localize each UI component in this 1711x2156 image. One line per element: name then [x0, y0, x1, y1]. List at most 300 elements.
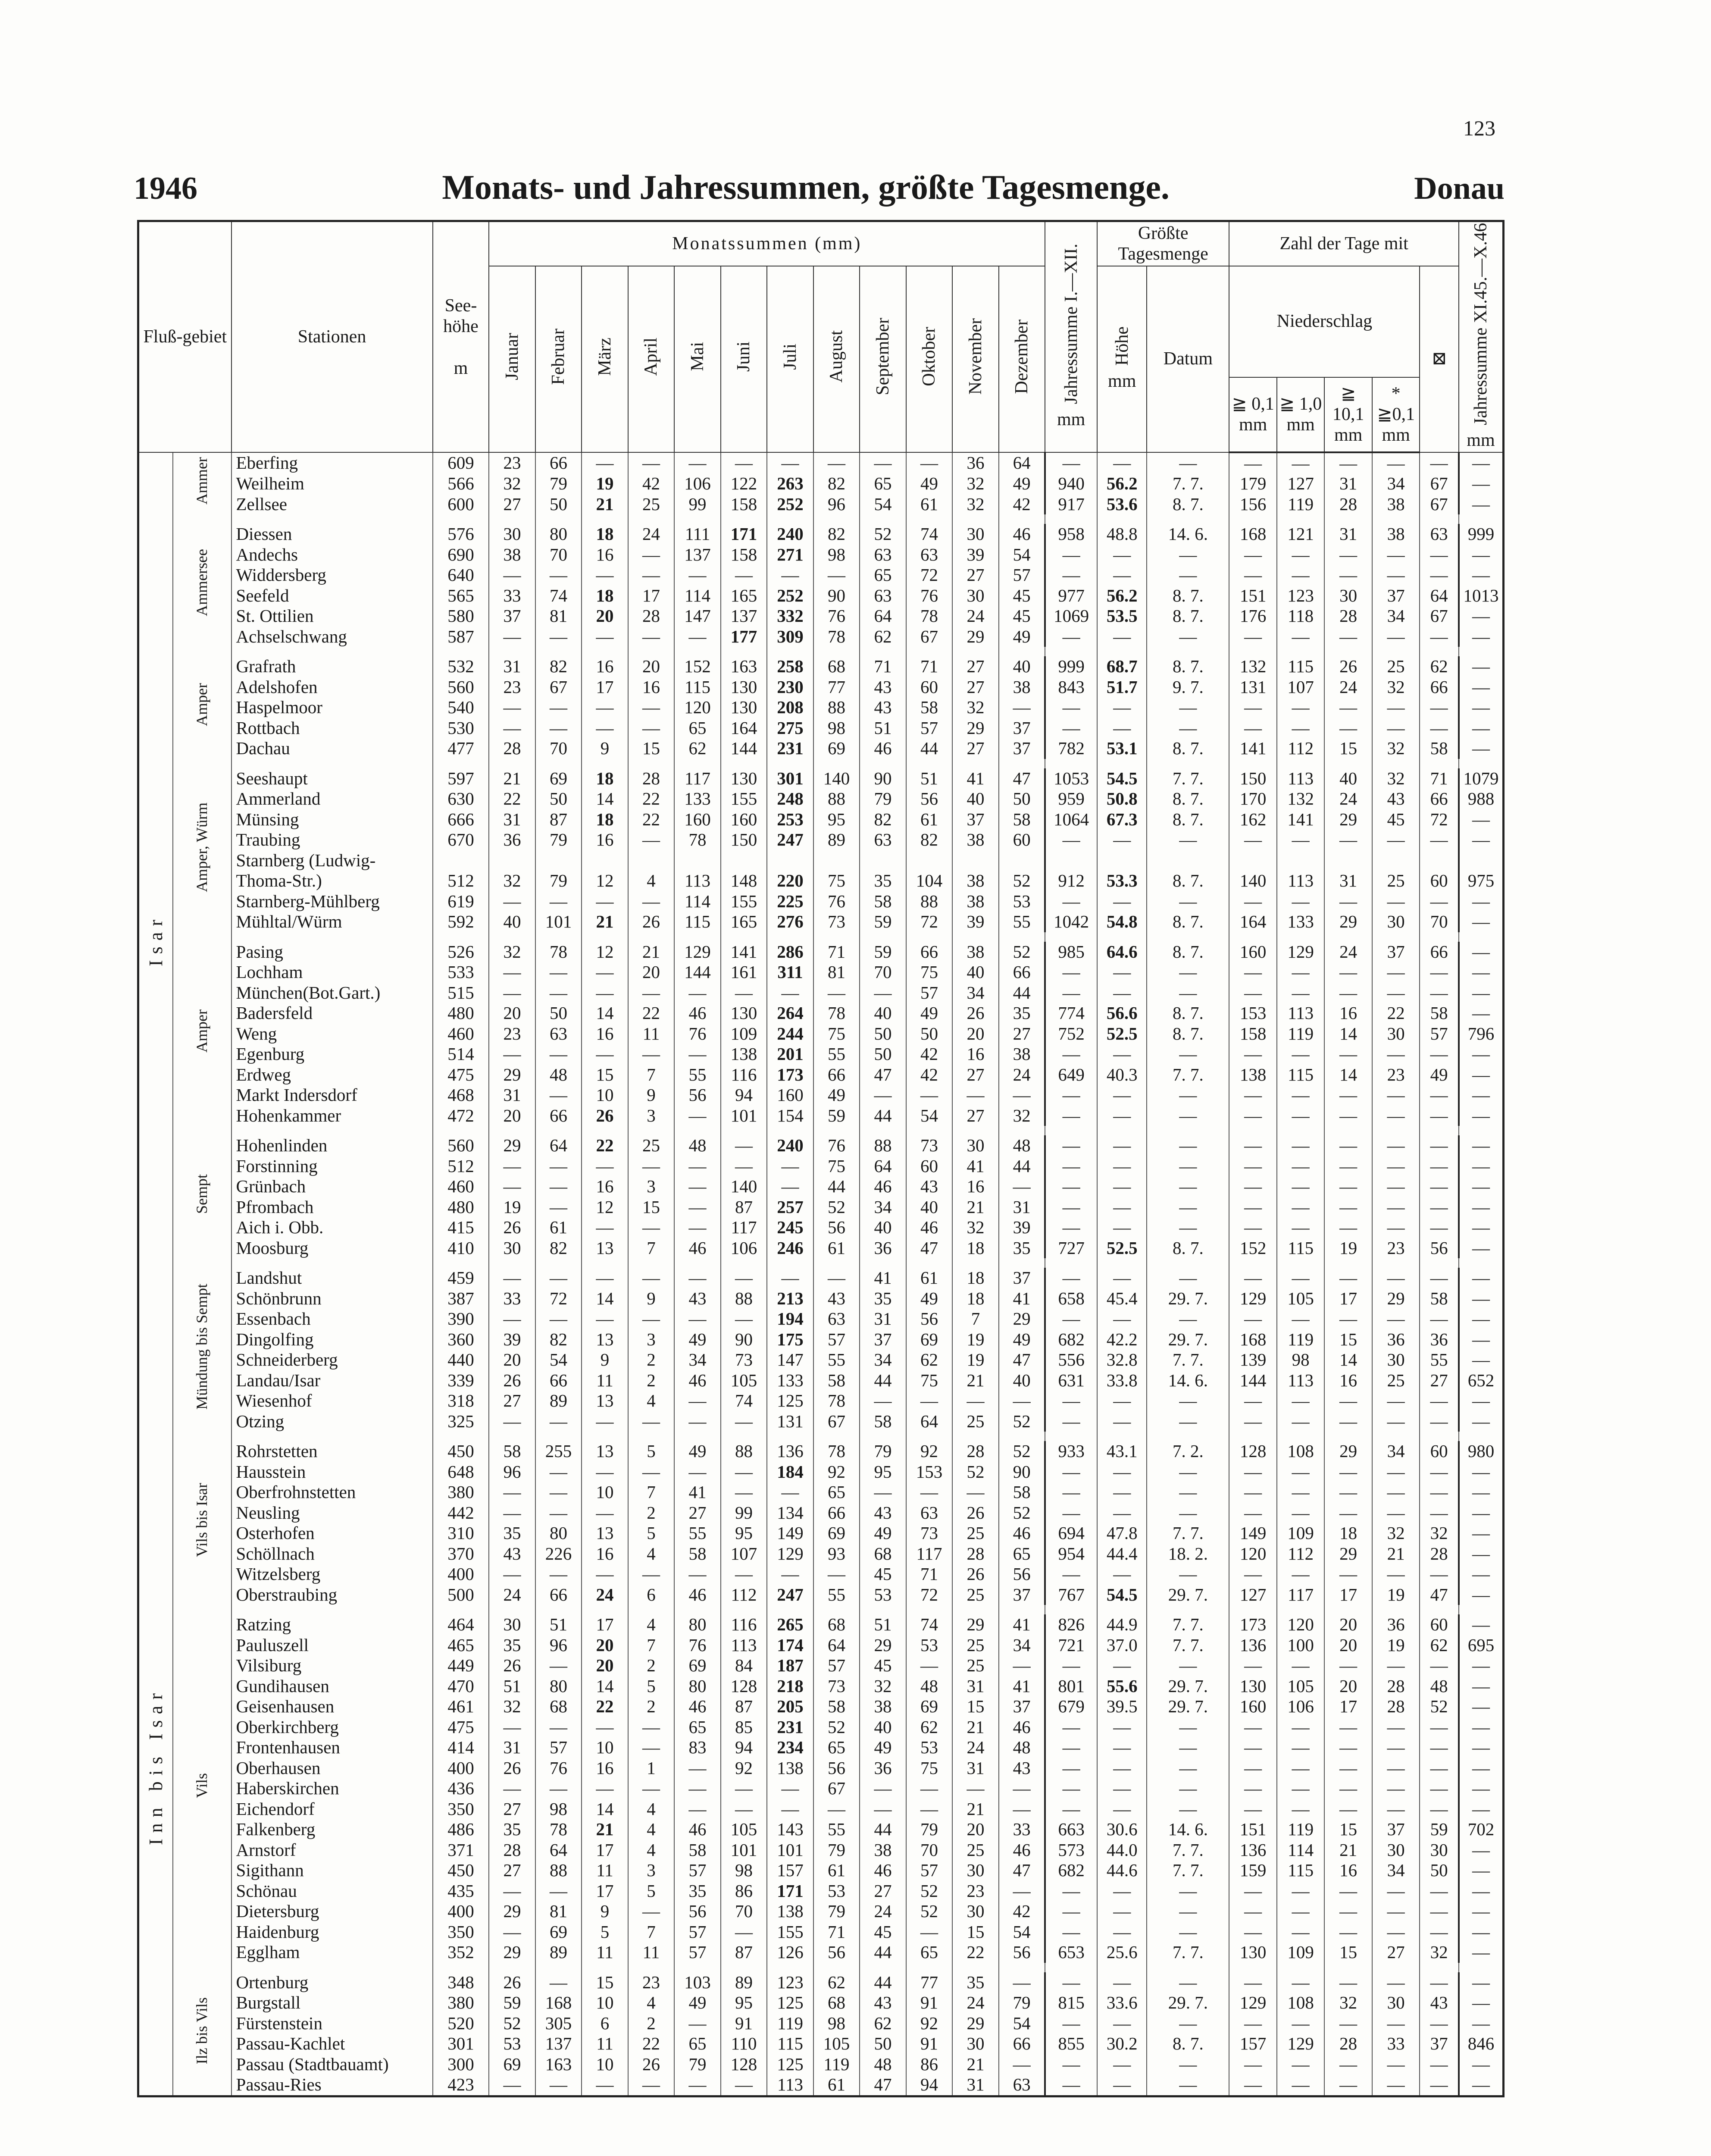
day-count: — [1420, 1564, 1458, 1585]
max-date: — [1147, 627, 1229, 647]
elevation-cell: 459 [433, 1268, 489, 1288]
gap-cell [721, 932, 767, 942]
day-count: — [1324, 1881, 1372, 1902]
month-value: 88 [813, 789, 860, 809]
gap-cell [721, 514, 767, 524]
annual-sum: 999 [1045, 656, 1097, 677]
day-count: 43 [1372, 789, 1420, 809]
month-value: 53 [813, 1881, 860, 1902]
hydro-year-sum: — [1459, 1503, 1504, 1523]
day-count: 30 [1420, 1840, 1458, 1861]
gap-cell [1277, 759, 1325, 768]
month-value: 27 [952, 738, 999, 759]
day-count: — [1277, 962, 1325, 983]
month-value: 13 [582, 1523, 628, 1544]
table-row [138, 789, 1504, 809]
station-name: Fürstenstein [231, 2013, 433, 2034]
month-value: 46 [674, 1003, 721, 1024]
month-value: 265 [767, 1614, 813, 1635]
station-name: Passau (Stadtbauamt) [231, 2054, 433, 2075]
day-count: — [1277, 1217, 1325, 1238]
month-value: 7 [628, 1065, 675, 1085]
annual-sum: 1042 [1045, 912, 1097, 932]
month-value: 49 [674, 1329, 721, 1350]
elevation-cell: 666 [433, 809, 489, 830]
max-date: 7. 7. [1147, 1635, 1229, 1656]
annual-sum: — [1045, 830, 1097, 850]
day-count: — [1420, 1135, 1458, 1156]
month-value: 11 [582, 1860, 628, 1881]
elevation-cell [433, 850, 489, 871]
day-count: 34 [1372, 473, 1420, 494]
month-value: — [906, 1085, 953, 1106]
gap-cell [1277, 1258, 1325, 1268]
group-gap [138, 759, 1504, 768]
month-value: 45 [999, 586, 1045, 606]
month-value: 24 [999, 1065, 1045, 1085]
month-value: 28 [952, 1544, 999, 1564]
hydro-year-sum: — [1459, 1238, 1504, 1259]
month-value: 64 [535, 1840, 582, 1861]
max-daily: — [1097, 962, 1147, 983]
day-count: 170 [1229, 789, 1277, 809]
month-value: 7 [628, 1922, 675, 1943]
month-value: 79 [860, 789, 906, 809]
month-value: 55 [999, 912, 1045, 932]
hydro-year-sum: — [1459, 606, 1504, 627]
month-value: 59 [489, 1993, 535, 2013]
month-value: 29 [489, 1135, 535, 1156]
station-name: Egglham [231, 1942, 433, 1963]
month-value: 4 [628, 1614, 675, 1635]
day-count: 164 [1229, 912, 1277, 932]
jahressumme2-unit: mm [1467, 430, 1495, 451]
gap-cell [813, 932, 860, 942]
day-count: — [1277, 545, 1325, 565]
month-value: — [767, 1482, 813, 1503]
month-value: — [674, 1799, 721, 1820]
gap-cell [535, 1963, 582, 1972]
month-value: 225 [767, 891, 813, 912]
month-value: 130 [721, 768, 767, 789]
month-value: 106 [721, 1238, 767, 1259]
month-value: 49 [999, 1329, 1045, 1350]
day-count: — [1420, 1106, 1458, 1126]
gap-cell [906, 1258, 953, 1268]
day-count: 36 [1372, 1614, 1420, 1635]
month-value: — [535, 1044, 582, 1065]
month-value: — [628, 1309, 675, 1329]
day-count: — [1372, 1778, 1420, 1799]
gap-cell [860, 759, 906, 768]
elevation-cell: 410 [433, 1238, 489, 1259]
month-4 [628, 266, 675, 452]
month-value: 52 [952, 1462, 999, 1482]
page-header [134, 168, 1505, 211]
month-value: — [674, 1462, 721, 1482]
elevation-cell: 440 [433, 1350, 489, 1370]
day-count: — [1372, 1156, 1420, 1177]
gap-cell [231, 647, 433, 656]
month-value: — [628, 1156, 675, 1177]
gap-cell [1372, 1126, 1420, 1135]
month-value: 25 [628, 494, 675, 515]
hydro-year-sum: — [1459, 1655, 1504, 1676]
elevation-cell: 530 [433, 718, 489, 739]
gap-cell [1229, 1258, 1277, 1268]
month-value: — [999, 1972, 1045, 1993]
month-value: 101 [767, 1840, 813, 1861]
month-value: — [674, 1309, 721, 1329]
station-name: Pfrombach [231, 1197, 433, 1218]
month-value: 12 [582, 942, 628, 962]
gap-cell [860, 1258, 906, 1268]
month-value: 26 [489, 1758, 535, 1779]
day-count: 18 [1324, 1523, 1372, 1544]
max-daily: — [1097, 1217, 1147, 1238]
max-daily: 43.1 [1097, 1441, 1147, 1462]
elevation-cell: 540 [433, 697, 489, 718]
month-value: — [999, 1391, 1045, 1411]
day-count: 16 [1324, 1370, 1372, 1391]
page-title: Monats- und Jahressummen, größte Tagesmenge. [442, 169, 1170, 207]
max-daily: — [1097, 1901, 1147, 1922]
table-row [138, 1737, 1504, 1758]
month-value: 7 [628, 1635, 675, 1656]
month-value: 82 [906, 830, 953, 850]
elevation-cell: 387 [433, 1288, 489, 1309]
col-niederschlag: Niederschlag [1229, 266, 1420, 377]
station-name: Weilheim [231, 473, 433, 494]
sub-basin-text: Mündung bis Sempt [193, 1284, 210, 1410]
month-value: 46 [860, 738, 906, 759]
day-count: — [1277, 983, 1325, 1003]
month-value: 35 [489, 1635, 535, 1656]
month-value: 119 [813, 2054, 860, 2075]
month-value: 45 [999, 606, 1045, 627]
day-count: — [1420, 627, 1458, 647]
month-value: — [674, 2075, 721, 2096]
month-value: 10 [582, 2054, 628, 2075]
month-value: — [535, 1411, 582, 1432]
max-date: 8. 7. [1147, 809, 1229, 830]
month-value: 148 [721, 871, 767, 891]
station-name: Mühltal/Würm [231, 912, 433, 932]
gap-cell [721, 1258, 767, 1268]
month-value: 106 [674, 473, 721, 494]
month-value: 14 [582, 1288, 628, 1309]
table-row [138, 565, 1504, 586]
elevation-cell: 461 [433, 1696, 489, 1717]
hydro-year-sum [1459, 850, 1504, 871]
table-row [138, 1156, 1504, 1177]
gap-cell [433, 514, 489, 524]
annual-sum: 649 [1045, 1065, 1097, 1085]
month-value: — [535, 1881, 582, 1902]
day-count: 112 [1277, 738, 1325, 759]
month-value: — [582, 1717, 628, 1738]
month-value: — [999, 1799, 1045, 1820]
month-value: 76 [674, 1635, 721, 1656]
threshold-label: ≧ 0,1 [1232, 394, 1274, 414]
gap-cell [231, 1126, 433, 1135]
gap-cell [906, 759, 953, 768]
month-value: 51 [906, 768, 953, 789]
hoehe-label: Höhe [1112, 326, 1132, 366]
gap-cell [767, 759, 813, 768]
month-value: 25 [952, 1411, 999, 1432]
day-count: 47 [1420, 1585, 1458, 1605]
day-count: — [1277, 1655, 1325, 1676]
gap-cell [1147, 1432, 1229, 1441]
day-count: 37 [1372, 586, 1420, 606]
gap-cell [860, 514, 906, 524]
month-11 [952, 266, 999, 452]
day-count: — [1229, 1737, 1277, 1758]
month-value: 41 [952, 1156, 999, 1177]
month-value: — [489, 1156, 535, 1177]
station-name: Osterhofen [231, 1523, 433, 1544]
group-gap [138, 932, 1504, 942]
max-date: 8. 7. [1147, 586, 1229, 606]
day-count: — [1229, 697, 1277, 718]
max-daily: 30.6 [1097, 1819, 1147, 1840]
annual-sum: — [1045, 1655, 1097, 1676]
month-value: 78 [813, 1003, 860, 1024]
month-value: 40 [860, 1717, 906, 1738]
month-value: 57 [813, 1655, 860, 1676]
month-value: 87 [535, 809, 582, 830]
month-value: — [628, 697, 675, 718]
hydro-year-sum: — [1459, 1329, 1504, 1350]
elevation-cell: 670 [433, 830, 489, 850]
month-value: 98 [813, 2013, 860, 2034]
annual-sum: 682 [1045, 1860, 1097, 1881]
month-value: — [628, 2075, 675, 2096]
month-value: 98 [813, 718, 860, 739]
month-value: 240 [767, 524, 813, 545]
day-count: — [1372, 1085, 1420, 1106]
day-count: — [1229, 1655, 1277, 1676]
month-value: 52 [999, 871, 1045, 891]
month-value: 6 [582, 2013, 628, 2034]
month-value: 26 [489, 1217, 535, 1238]
month-value: 89 [535, 1942, 582, 1963]
elevation-cell: 597 [433, 768, 489, 789]
month-value: — [674, 1176, 721, 1197]
month-value: 21 [952, 1197, 999, 1218]
month-value: 53 [860, 1585, 906, 1605]
elevation-cell: 512 [433, 1156, 489, 1177]
month-value: 125 [767, 1391, 813, 1411]
day-count: 43 [1420, 1993, 1458, 2013]
sub-basin-label [173, 524, 231, 647]
max-daily: 42.2 [1097, 1329, 1147, 1350]
day-count: 60 [1420, 1441, 1458, 1462]
max-daily: — [1097, 983, 1147, 1003]
station-name: Landau/Isar [231, 1370, 433, 1391]
month-value: 52 [860, 524, 906, 545]
gap-cell [1097, 1963, 1147, 1972]
day-count: — [1229, 1482, 1277, 1503]
river-label: Donau [1414, 171, 1505, 206]
month-value: 24 [952, 606, 999, 627]
day-count: — [1324, 1655, 1372, 1676]
sub-basin-label [173, 1135, 231, 1258]
day-count: 114 [1277, 1840, 1325, 1861]
month-value: 19 [952, 1350, 999, 1370]
month-value: 187 [767, 1655, 813, 1676]
month-value: — [628, 1778, 675, 1799]
day-count: — [1277, 2054, 1325, 2075]
station-name: Passau-Ries [231, 2075, 433, 2096]
elevation-cell: 648 [433, 1462, 489, 1482]
hydro-year-sum: — [1459, 1350, 1504, 1370]
gap-cell [1147, 1963, 1229, 1972]
gap-cell [674, 759, 721, 768]
month-value: 158 [721, 545, 767, 565]
month-value: 113 [721, 1635, 767, 1656]
max-daily: 52.5 [1097, 1238, 1147, 1259]
day-count: — [1229, 1197, 1277, 1218]
month-value: 16 [582, 1176, 628, 1197]
col-boxed: ⊠ [1420, 266, 1458, 452]
month-value: 36 [860, 1758, 906, 1779]
max-daily: — [1097, 2013, 1147, 2034]
month-value: 33 [489, 586, 535, 606]
month-value: 20 [489, 1350, 535, 1370]
annual-sum: 985 [1045, 942, 1097, 962]
month-value: 65 [906, 1942, 953, 1963]
gap-cell [1045, 759, 1097, 768]
month-value: — [674, 452, 721, 474]
month-value: — [582, 1156, 628, 1177]
day-count: — [1324, 627, 1372, 647]
elevation-cell: 520 [433, 2013, 489, 2034]
month-value: 56 [999, 1942, 1045, 1963]
annual-sum: — [1045, 1085, 1097, 1106]
day-count: 36 [1420, 1329, 1458, 1350]
gap-cell [1459, 514, 1504, 524]
gap-cell [535, 1605, 582, 1614]
month-value: 174 [767, 1635, 813, 1656]
max-daily: 53.5 [1097, 606, 1147, 627]
station-name: Haspelmoor [231, 697, 433, 718]
month-value: 19 [582, 473, 628, 494]
month-value: 34 [952, 983, 999, 1003]
day-count: — [1372, 2054, 1420, 2075]
month-value [860, 850, 906, 871]
day-count: — [1229, 1391, 1277, 1411]
month-value: 63 [906, 1503, 953, 1523]
station-name: Ortenburg [231, 1972, 433, 1993]
month-value: — [674, 1044, 721, 1065]
month-value: 78 [535, 1819, 582, 1840]
month-value: 263 [767, 473, 813, 494]
month-value: 38 [952, 871, 999, 891]
max-date: — [1147, 2075, 1229, 2096]
month-value: 257 [767, 1197, 813, 1218]
month-value: — [999, 2054, 1045, 2075]
month-value: 49 [906, 1288, 953, 1309]
month-value: 7 [628, 1238, 675, 1259]
month-value: 4 [628, 1840, 675, 1861]
max-daily: 54.5 [1097, 1585, 1147, 1605]
hydro-year-sum: 980 [1459, 1441, 1504, 1462]
day-count: — [1229, 1106, 1277, 1126]
gap-cell [1045, 1258, 1097, 1268]
month-value: 75 [906, 962, 953, 983]
month-value: — [535, 565, 582, 586]
max-daily: 45.4 [1097, 1288, 1147, 1309]
day-count: 40 [1324, 768, 1372, 789]
month-value: 75 [813, 871, 860, 891]
gap-cell [1372, 1963, 1420, 1972]
max-daily: 56.6 [1097, 1003, 1147, 1024]
month-value: 35 [999, 1238, 1045, 1259]
month-value: 74 [721, 1391, 767, 1411]
day-count: — [1420, 2054, 1458, 2075]
day-count: 14 [1324, 1065, 1372, 1085]
month-value: 64 [906, 1411, 953, 1432]
max-date: — [1147, 718, 1229, 739]
gap-cell [1420, 1605, 1458, 1614]
month-value: 62 [860, 627, 906, 647]
day-count: — [1420, 1799, 1458, 1820]
day-count: — [1324, 697, 1372, 718]
month-value: 311 [767, 962, 813, 983]
day-count: 28 [1420, 1544, 1458, 1564]
month-value: — [721, 1564, 767, 1585]
month-value: 5 [628, 1676, 675, 1697]
month-value: 286 [767, 942, 813, 962]
day-count: 29 [1324, 809, 1372, 830]
month-value: 16 [628, 677, 675, 698]
day-count: 136 [1229, 1840, 1277, 1861]
day-count: 70 [1420, 912, 1458, 932]
day-count: — [1372, 697, 1420, 718]
month-value: 57 [674, 1860, 721, 1881]
gap-cell [813, 1432, 860, 1441]
month-value: — [582, 697, 628, 718]
day-count: — [1229, 1717, 1277, 1738]
gap-cell [767, 1963, 813, 1972]
day-count: 168 [1229, 524, 1277, 545]
day-count: 20 [1324, 1635, 1372, 1656]
table-row [138, 452, 1504, 474]
month-value: 44 [860, 1942, 906, 1963]
gap-cell [433, 1258, 489, 1268]
max-date: 8. 7. [1147, 871, 1229, 891]
month-value: 26 [952, 1564, 999, 1585]
month-value: 72 [906, 1585, 953, 1605]
month-value: 65 [674, 718, 721, 739]
day-count: 57 [1420, 1024, 1458, 1044]
month-value: 69 [906, 1329, 953, 1350]
day-count: 120 [1277, 1614, 1325, 1635]
month-value: — [674, 1156, 721, 1177]
month-value: 95 [721, 1523, 767, 1544]
month-value: — [906, 452, 953, 474]
annual-sum: 855 [1045, 2034, 1097, 2054]
hydro-year-sum: — [1459, 1197, 1504, 1218]
table-row [138, 830, 1504, 850]
month-value: 66 [535, 452, 582, 474]
gap-cell [767, 1126, 813, 1135]
month-value: 32 [999, 1106, 1045, 1126]
day-count: 17 [1324, 1288, 1372, 1309]
day-count: — [1277, 718, 1325, 739]
